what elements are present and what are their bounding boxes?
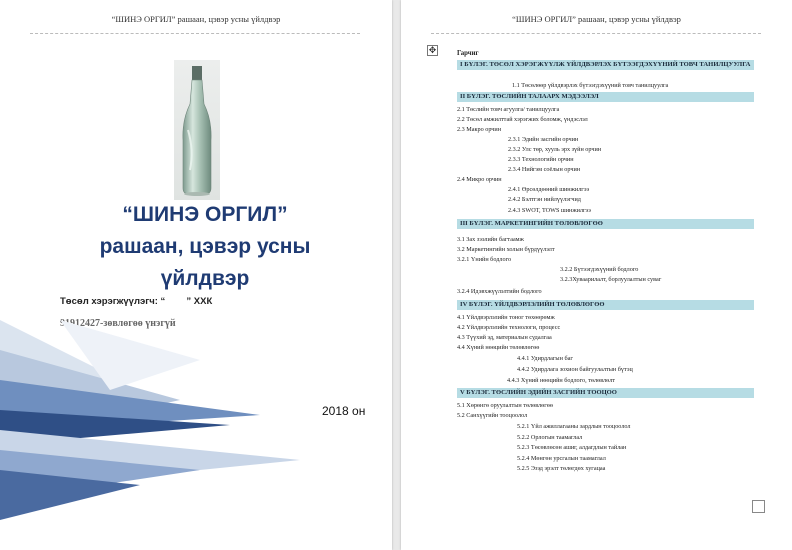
toc-entry[interactable]: 5.2.2 Орлогын таамаглал [517, 434, 583, 441]
page-header: “ШИНЭ ОРГИЛ” рашаан, цэвэр усны үйлдвэр [512, 14, 681, 24]
toc-entry[interactable]: 2.4.3 SWOT, TOWS шинжилгээ [508, 207, 591, 214]
move-handle-icon[interactable]: ✥ [428, 45, 437, 55]
toc-entry[interactable]: 2.4.1 Өрсөлдөөний шинжилгээ [508, 186, 590, 193]
toc-chapter-heading[interactable]: III БҮЛЭГ. МАРКЕТИНГИЙН ТӨЛӨВЛӨГӨӨ [457, 219, 754, 229]
toc-entry[interactable]: 3.2.1 Үнийн бодлого [457, 256, 512, 263]
cover-title-line-2: рашаан, цэвэр усны [99, 235, 311, 258]
toc-entry[interactable]: 2.1 Төслийн товч агуулга/ танилцуулга [457, 106, 560, 113]
toc-chapter-heading[interactable]: I БҮЛЭГ. ТӨСӨЛ ХЭРЭГЖҮҮЛЖ ҮЙЛДВЭРЛЭХ БҮТЭЭГДЭХҮҮНИЙ ТОВЧ ТАНИЛЦУУЛГА [457, 60, 754, 70]
toc-entry[interactable]: 3.2.3Хуваарилалт, борлуулалтын суваг [560, 276, 662, 283]
phone-line: 91912427-зөвлөгөө үнэгүй [60, 318, 176, 329]
toc-entry[interactable]: 4.2 Үйлдвэрлэлийн технологи, процесс [457, 324, 561, 331]
cover-title-line-3: үйлдвэр [160, 267, 250, 290]
toc-entry[interactable]: 2.3.2 Улс төр, хууль эрх зүйн орчин [508, 146, 602, 153]
toc-entry[interactable]: 2.3.1 Эдийн засгийн орчин [508, 136, 579, 143]
toc-chapter-heading[interactable]: II БҮЛЭГ. ТӨСЛИЙН ТАЛААРХ МЭДЭЭЛЭЛ [457, 92, 754, 102]
toc-page [401, 0, 792, 550]
toc-entry[interactable]: 2.3 Макро орчин [457, 126, 502, 133]
resize-handle-icon[interactable] [752, 500, 765, 513]
toc-entry[interactable]: 4.4.2 Удирдлага зохион байгуулалтын бүтэц [517, 366, 633, 373]
page-header: “ШИНЭ ОРГИЛ” рашаан, цэвэр усны үйлдвэр [111, 14, 281, 24]
cover-page [0, 0, 392, 550]
toc-entry[interactable]: 4.4.3 Хүний нөөцийн бодлого, төлөвлөлт [507, 377, 616, 384]
toc-entry[interactable]: 2.4 Микро орчин [457, 176, 502, 183]
toc-entry[interactable]: 2.4.2 Бэлтгэн нийлүүлэгчид [508, 196, 581, 203]
toc-chapter-heading[interactable]: IV БҮЛЭГ. ҮЙЛДВЭРЛЭЛИЙН ТӨЛӨВЛӨГӨӨ [457, 300, 754, 310]
bottle-illustration [174, 60, 220, 200]
toc-entry[interactable]: 3.2.4 Идэвхжүүлэлтийн бодлого [457, 288, 542, 295]
toc-entry[interactable]: 2.2 Төсөл амжилттай хэрэгжих боломж, үндэслэл [457, 116, 588, 123]
toc-chapter-heading[interactable]: V БҮЛЭГ. ТӨСЛИЙН ЭДИЙН ЗАСГИЙН ТООЦОО [457, 388, 754, 398]
toc-entry[interactable]: 5.2 Санхүүгийн тооцоолол [457, 412, 528, 419]
cover-year: 2018 он [322, 404, 366, 418]
toc-heading: Гарчиг [457, 50, 479, 57]
header-divider [30, 33, 360, 34]
toc-entry[interactable]: 5.1 Хөрөнгө оруулалтын төлөвлөгөө [457, 402, 553, 409]
toc-entry[interactable]: 4.3 Түүхий эд, материалын судалгаа [457, 334, 552, 341]
contractor-line: Төсөл хэрэгжүүлэгч: “ ” ХХК [60, 296, 213, 307]
toc-entry[interactable]: 5.2.3 Төсөвлөсөн ашиг, алдагдлын тайлан [517, 444, 627, 451]
toc-entry[interactable]: 4.1 Үйлдвэрлэлийн тоног төхөөрөмж [457, 314, 555, 321]
toc-entry[interactable]: 3.2 Маркетингийн холын бүрдүүлэлт [457, 246, 555, 253]
toc-entry[interactable]: 4.4.1 Удирдлагын баг [517, 355, 573, 362]
toc-entry[interactable]: 3.1 Зах зээлийн багтаамж [457, 236, 524, 243]
toc-entry[interactable]: 5.2.5 Эзэд эрэлт төлөгдөх хугацаа [517, 465, 606, 472]
decorative-triangles [0, 320, 392, 550]
toc-entry[interactable]: 1.1 Төсөлөөр үйлдвэрлэх бүтээгдэхүүний товч танилцуулга [512, 82, 669, 89]
toc-entry[interactable]: 3.2.2 Бүтээгдэхүүний бодлого [560, 266, 639, 273]
toc-entry[interactable]: 2.3.3 Технологийн орчин [508, 156, 574, 163]
toc-entry[interactable]: 5.2.4 Мөнгөн урсгалын таамаглал [517, 455, 606, 462]
cover-title-line-1: “ШИНЭ ОРГИЛ” [122, 203, 288, 226]
toc-entry[interactable]: 5.2.1 Үйл ажиллагааны зардлын тооцоолол [517, 423, 631, 430]
header-divider [431, 33, 761, 34]
bottle-image [174, 60, 220, 200]
toc-entry[interactable]: 4.4 Хүний нөөцийн төлөвлөгөө [457, 344, 540, 351]
toc-entry[interactable]: 2.3.4 Нийгэм соёлын орчин [508, 166, 581, 173]
